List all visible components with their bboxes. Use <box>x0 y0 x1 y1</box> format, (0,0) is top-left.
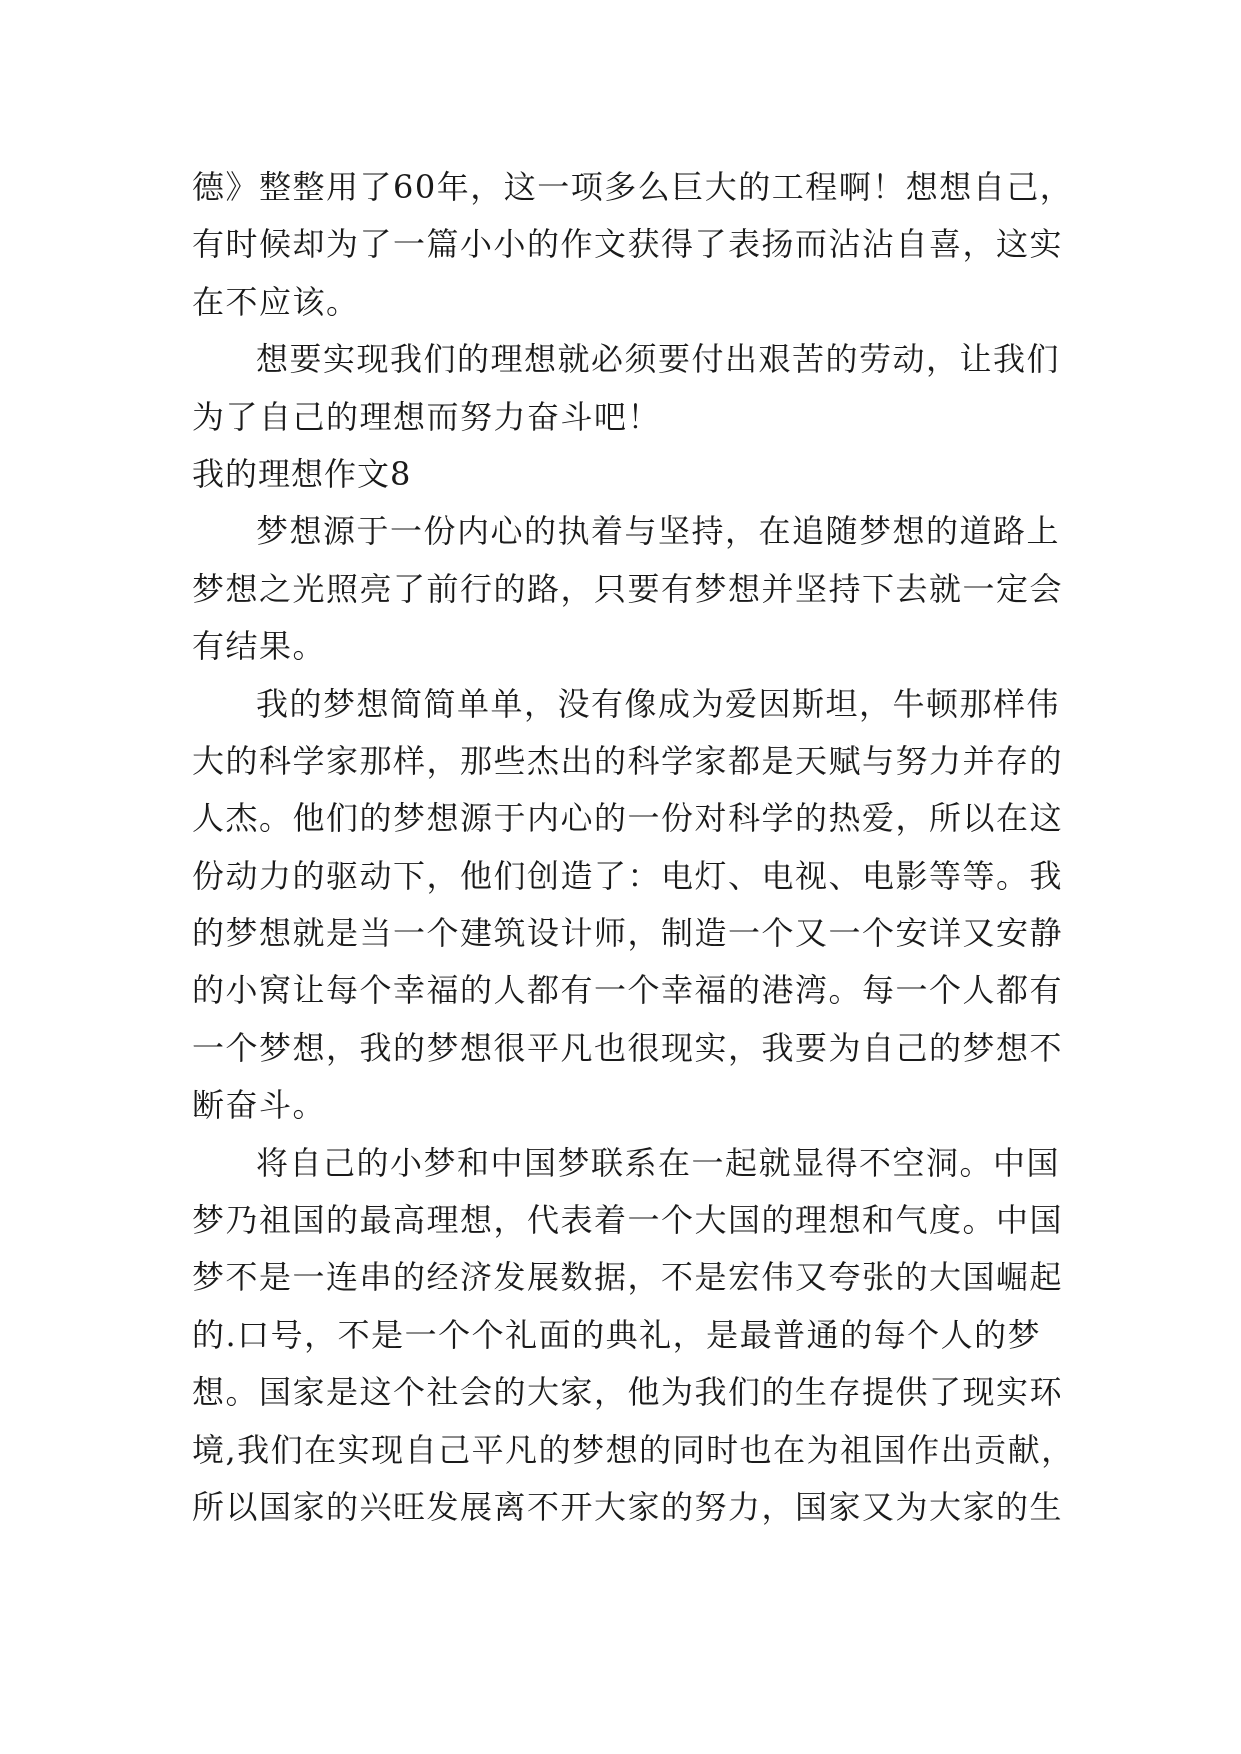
section-heading: 我的理想作文8 <box>192 454 412 493</box>
text-line: 人杰。他们的梦想源于内心的一份对科学的热爱，所以在这 <box>192 799 1064 838</box>
text-line: 的小窝让每个幸福的人都有一个幸福的港湾。每一个人都有 <box>192 971 1064 1010</box>
text-line: 断奋斗。 <box>192 1086 327 1125</box>
text-line: 有时候却为了一篇小小的作文获得了表扬而沾沾自喜，这实 <box>192 225 1064 264</box>
text-line: 想。国家是这个社会的大家，他为我们的生存提供了现实环 <box>192 1373 1064 1412</box>
text-line: 梦不是一连串的经济发展数据，不是宏伟又夸张的大国崛起 <box>192 1258 1064 1297</box>
text-line: 大的科学家那样，那些杰出的科学家都是天赋与努力并存的 <box>192 741 1064 780</box>
text-line: 为了自己的理想而努力奋斗吧！ <box>192 397 662 436</box>
text-line: 梦想之光照亮了前行的路，只要有梦想并坚持下去就一定会 <box>192 569 1064 608</box>
paragraph-first-line: 将自己的小梦和中国梦联系在一起就显得不空洞。中国 <box>256 1143 1061 1182</box>
text-line: 一个梦想，我的梦想很平凡也很现实，我要为自己的梦想不 <box>192 1028 1064 1067</box>
text-line: 的.口号，不是一个个礼面的典礼，是最普通的每个人的梦 <box>192 1315 1042 1354</box>
paragraph-first-line: 梦想源于一份内心的执着与坚持，在追随梦想的道路上 <box>256 512 1061 551</box>
paragraph-first-line: 我的梦想简简单单，没有像成为爱因斯坦，牛顿那样伟 <box>256 684 1061 723</box>
text-line: 有结果。 <box>192 627 327 666</box>
text-line: 梦乃祖国的最高理想，代表着一个大国的理想和气度。中国 <box>192 1201 1064 1240</box>
text-line: 境,我们在实现自己平凡的梦想的同时也在为祖国作出贡献， <box>192 1430 1075 1469</box>
paragraph-first-line: 想要实现我们的理想就必须要付出艰苦的劳动，让我们 <box>256 340 1061 379</box>
text-line: 份动力的驱动下，他们创造了：电灯、电视、电影等等。我 <box>192 856 1064 895</box>
text-line: 所以国家的兴旺发展离不开大家的努力，国家又为大家的生 <box>192 1487 1064 1526</box>
document-body <box>192 159 1075 1536</box>
text-line: 的梦想就是当一个建筑设计师，制造一个又一个安详又安静 <box>192 914 1064 953</box>
text-line: 在不应该。 <box>192 282 360 321</box>
text-line: 德》整整用了60年，这一项多么巨大的工程啊！想想自己， <box>192 168 1074 206</box>
